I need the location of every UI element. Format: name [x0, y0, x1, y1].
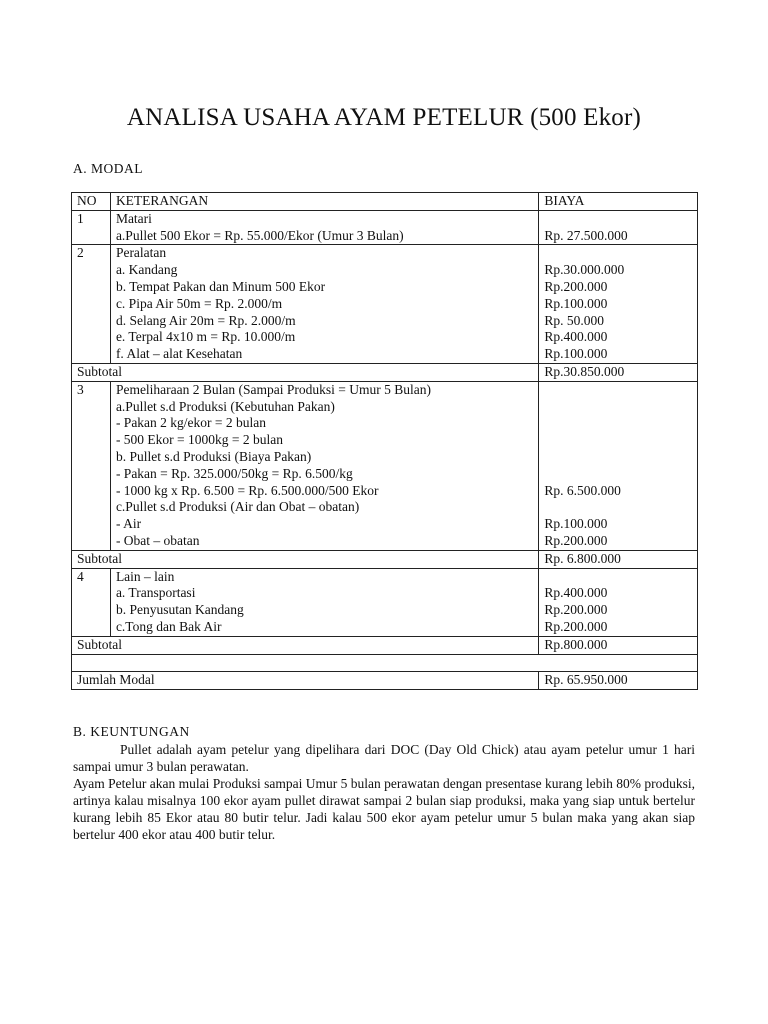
- item-line: a.Pullet 500 Ekor = Rp. 55.000/Ekor (Umur 3 Bulan): [115, 227, 404, 243]
- cost-line: [544, 245, 692, 262]
- row-no: 4: [72, 568, 111, 636]
- cost-line: [544, 499, 692, 516]
- cost-line: [544, 569, 692, 586]
- item-line: - 500 Ekor = 1000kg = 2 bulan: [115, 432, 284, 448]
- subtotal-row: [72, 636, 698, 654]
- section-keuntungan-heading: B. KEUNTUNGAN: [73, 724, 190, 739]
- keuntungan-text: [73, 741, 695, 843]
- cost-line: Rp. 6.500.000: [544, 482, 621, 498]
- cost-line: Rp.200.000: [544, 532, 608, 548]
- subtotal-value: Rp. 6.800.000: [539, 550, 698, 568]
- subtotal-label: Subtotal: [72, 636, 539, 654]
- item-line: - 1000 kg x Rp. 6.500 = Rp. 6.500.000/500 Ekor: [115, 482, 379, 498]
- paragraph: Pullet adalah ayam petelur yang dipelihara dari DOC (Day Old Chick) atau ayam petelur umur 1 hari sampai umur 3 bulan perawatan.: [73, 742, 695, 774]
- cost-line: [544, 399, 692, 416]
- total-label: Jumlah Modal: [72, 672, 539, 690]
- page-title: ANALISA USAHA AYAM PETELUR (500 Ekor): [126, 104, 642, 131]
- item-line: b. Penyusutan Kandang: [115, 602, 244, 618]
- cost-line: Rp.200.000: [544, 278, 608, 294]
- cost-line: Rp.200.000: [544, 602, 608, 618]
- cost-line: Rp.100.000: [544, 516, 608, 532]
- total-row: [72, 672, 698, 690]
- row-keterangan: [110, 245, 538, 364]
- item-line: c.Pullet s.d Produksi (Air dan Obat – obatan): [115, 499, 360, 515]
- item-line: f. Alat – alat Kesehatan: [115, 346, 243, 362]
- section-modal-heading: A. MODAL: [73, 161, 143, 176]
- table-row: [72, 568, 698, 636]
- subtotal-value: Rp.800.000: [539, 636, 698, 654]
- row-no: 1: [72, 210, 111, 245]
- row-keterangan: [110, 381, 538, 550]
- subtotal-row: [72, 550, 698, 568]
- item-line: a. Transportasi: [115, 585, 196, 601]
- cost-line: [544, 432, 692, 449]
- table-row: [72, 381, 698, 550]
- item-line: b. Tempat Pakan dan Minum 500 Ekor: [115, 278, 326, 294]
- item-line: - Pakan = Rp. 325.000/50kg = Rp. 6.500/kg: [115, 465, 353, 481]
- table-header-row: [72, 193, 698, 211]
- row-no: 3: [72, 381, 111, 550]
- table-row: [72, 245, 698, 364]
- row-keterangan: [110, 568, 538, 636]
- item-line: Lain – lain: [115, 568, 175, 584]
- item-line: - Air: [115, 516, 142, 532]
- row-no: 2: [72, 245, 111, 364]
- cost-line: [544, 382, 692, 399]
- empty-cell: [72, 654, 698, 672]
- cost-line: Rp.200.000: [544, 618, 608, 634]
- item-line: - Obat – obatan: [115, 532, 200, 548]
- cost-line: Rp.400.000: [544, 585, 608, 601]
- total-value: Rp. 65.950.000: [539, 672, 698, 690]
- paragraph: Ayam Petelur akan mulai Produksi sampai Umur 5 bulan perawatan dengan presentase kurang lebih 80% produksi, artinya kalau misalnya 100 ekor ayam pullet dirawat sampai 2 bulan siap produksi, maka yang siap untuk bertelur kurang lebih 85 Ekor atau 80 butir telur. Jadi kalau 500 ekor ayam petelur umur 5 bulan maka yang akan siap bertelur 400 ekor atau 400 butir telur.: [73, 776, 695, 842]
- row-biaya: [539, 568, 698, 636]
- cost-line: Rp.100.000: [544, 295, 608, 311]
- cost-line: Rp.100.000: [544, 346, 608, 362]
- item-line: d. Selang Air 20m = Rp. 2.000/m: [115, 312, 296, 328]
- row-biaya: [539, 210, 698, 245]
- item-line: a. Kandang: [115, 262, 178, 278]
- item-line: - Pakan 2 kg/ekor = 2 bulan: [115, 415, 267, 431]
- subtotal-row: [72, 363, 698, 381]
- cost-line: Rp. 27.500.000: [544, 227, 628, 243]
- row-keterangan: [110, 210, 538, 245]
- item-line: b. Pullet s.d Produksi (Biaya Pakan): [115, 448, 312, 464]
- item-line: e. Terpal 4x10 m = Rp. 10.000/m: [115, 329, 296, 345]
- cost-line: Rp. 50.000: [544, 312, 604, 328]
- item-line: c.Tong dan Bak Air: [115, 618, 222, 634]
- table-row: [72, 210, 698, 245]
- cost-line: [544, 211, 692, 228]
- subtotal-label: Subtotal: [72, 363, 539, 381]
- header-keterangan: KETERANGAN: [110, 193, 538, 211]
- cost-line: [544, 449, 692, 466]
- subtotal-label: Subtotal: [72, 550, 539, 568]
- item-line: a.Pullet s.d Produksi (Kebutuhan Pakan): [115, 398, 335, 414]
- item-line: Matari: [115, 210, 152, 226]
- empty-row: [72, 654, 698, 672]
- item-line: c. Pipa Air 50m = Rp. 2.000/m: [115, 295, 283, 311]
- subtotal-value: Rp.30.850.000: [539, 363, 698, 381]
- header-no: NO: [72, 193, 111, 211]
- cost-line: Rp.30.000.000: [544, 262, 625, 278]
- header-biaya: BIAYA: [539, 193, 698, 211]
- modal-table: [71, 192, 698, 690]
- cost-line: [544, 415, 692, 432]
- item-line: Pemeliharaan 2 Bulan (Sampai Produksi = Umur 5 Bulan): [115, 381, 431, 397]
- cost-line: [544, 466, 692, 483]
- row-biaya: [539, 245, 698, 364]
- item-line: Peralatan: [115, 245, 167, 261]
- row-biaya: [539, 381, 698, 550]
- cost-line: Rp.400.000: [544, 329, 608, 345]
